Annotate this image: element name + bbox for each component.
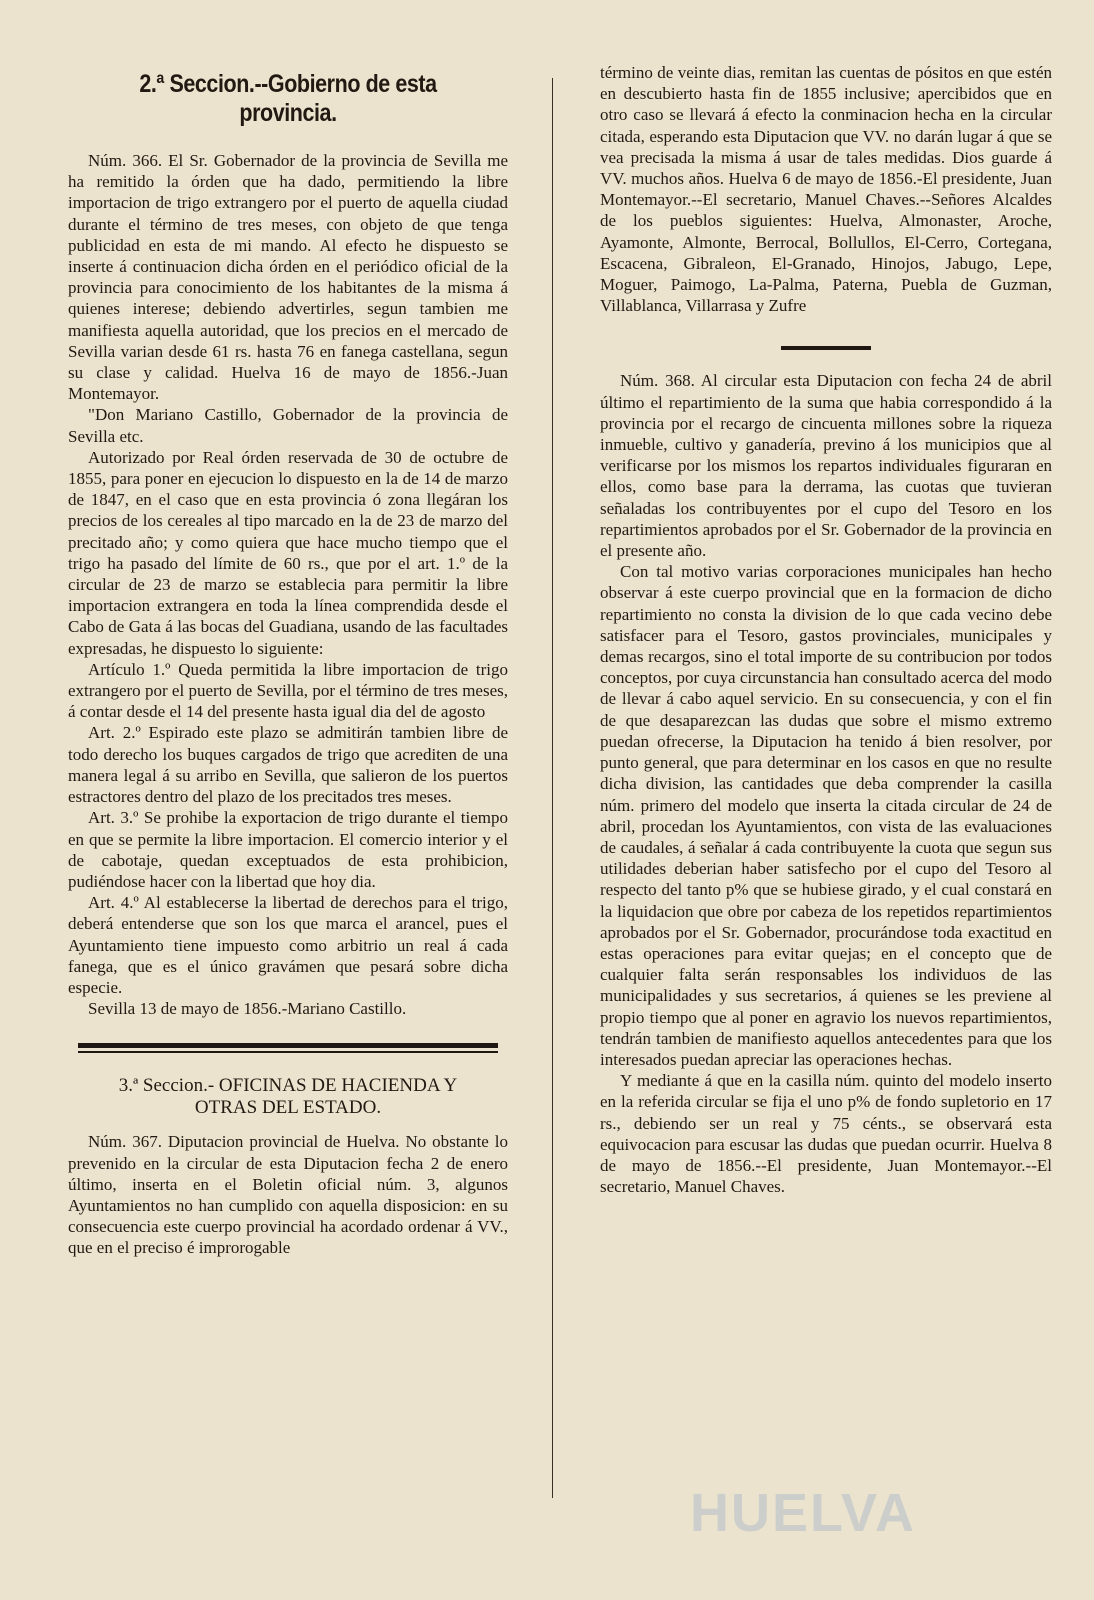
- n366-article-2: Art. 2.º Espirado este plazo se admitirán tambien libre de todo derecho los buques cargados de trigo que acrediten de una manera legal á su arribo en Sevilla, que salieron de los puertos estractores dentro del plazo de los precitados tres meses.: [68, 723, 508, 807]
- n366-article-1: Artículo 1.º Queda permitida la libre importacion de trigo extrangero por el puerto de Sevilla, por el término de tres meses, á contar desde el 14 del presente hasta igual dia del de agosto: [68, 659, 508, 722]
- n366-intro: Núm. 366. El Sr. Gobernador de la provincia de Sevilla me ha remitido la órden que ha dado, permitiendo la libre importacion de trigo extrangero por el puerto de aquella ciudad durante el término de tres meses, con objeto de que tenga publicidad en esta de mi mando. Al efecto he dispuesto se inserte á continuacion dicha órden en el periódico oficial de la provincia para conocimiento de los habitantes de la misma á quienes interese; debiendo advertirles, segun tambien me manifiesta aquella autoridad, que los precios en el mercado de Sevilla varian desde 61 rs. hasta 76 en fanega castellana, segun su clase y calidad. Huelva 16 de mayo de 1856.-Juan Montemayor.: [68, 151, 508, 404]
- n368-paragraph-1: Núm. 368. Al circular esta Diputacion con fecha 24 de abril último el repartimiento de la suma que habia correspondido á la provincia por el recargo de cincuenta millones sobre la riqueza inmueble, cultivo y ganadería, previno á los municipios que al verificarse por los mismos los repartos individuales figuraran en ellos, como base para la derrama, las cuotas que tuvieran señaladas los contribuyentes por el cupo del Tesoro en los repartimientos aprobados por el Sr. Gobernador de la provincia en el presente año.: [600, 371, 1052, 561]
- watermark-logo: HUELVA: [690, 1483, 916, 1543]
- article-divider: [781, 346, 871, 350]
- n366-article-4: Art. 4.º Al establecerse la libertad de derechos para el trigo, deberá entenderse que son los que marca el arancel, pues el Ayuntamiento tiene impuesto como arbitrio un real á cada fanega, que es el único gravámen que pesará sobre dicha especie.: [68, 893, 508, 997]
- n366-preamble: Autorizado por Real órden reservada de 30 de octubre de 1855, para poner en ejecucion lo dispuesto en la de 14 de marzo de 1847, en el caso que en esta provincia ó zona llegáran los precios de los cereales al tipo marcado en la de 23 de marzo del precitado año; y como quiera que hace mucho tiempo que el trigo ha pasado del límite de 60 rs., que por el art. 1.º de la circular de 23 de marzo se establecia para permitir la libre importacion extrangera en toda la línea comprendida desde el Cabo de Gata á las bocas del Guadiana, usando de las facultades expresadas, he dispuesto lo siguiente:: [68, 447, 508, 658]
- n366-article-3: Art. 3.º Se prohibe la exportacion de trigo durante el tiempo en que se permite la libre importacion. El comercio interior y el de cabotaje, quedan exceptuados de esta prohibicion, pudiéndose hacer con la libertad que hoy dia.: [68, 808, 508, 891]
- n367-end: término de veinte dias, remitan las cuentas de pósitos en que estén en descubierto hasta fin de 1855 inclusive; apercibidos que en otro caso se llevará á efecto la conminacion hecha en la circular citada, esperando esta Diputacion que VV. no darán lugar á que se vea precisada la misma á usar de tales medidas. Dios guarde á VV. muchos años. Huelva 6 de mayo de 1856.-El presidente, Juan Montemayor.--El secretario, Manuel Chaves.--Señores Alcaldes de los pueblos siguientes: Huelva, Almonaster, Aroche, Ayamonte, Almonte, Berrocal, Bollullos, El-Cerro, Cortegana, Escacena, Gibraleon, El-Granado, Hinojos, Jabugo, Lepe, Moguer, Paimogo, La-Palma, Paterna, Puebla de Guzman, Villablanca, Villarrasa y Zufre: [600, 63, 1052, 316]
- section-3-title: [68, 1075, 508, 1119]
- n368-paragraph-3: Y mediante á que en la casilla núm. quinto del modelo inserto en la referida circular se fija el uno p% de fondo supletorio en 17 rs., debiendo ser un real y 75 cénts., se observará esta equivocacion para escusar las dudas que puedan ocurrir. Huelva 8 de mayo de 1856.--El presidente, Juan Montemayor.--El secretario, Manuel Chaves.: [600, 1071, 1052, 1197]
- column-divider: [552, 78, 553, 1498]
- section-3-title-line1: 3.ª Seccion.- OFICINAS DE HACIENDA Y: [118, 1075, 458, 1097]
- right-column: [600, 62, 1052, 1197]
- n367-start: Núm. 367. Diputacion provincial de Huelva. No obstante lo prevenido en la circular de esta Diputacion fecha 2 de enero último, inserta en el Boletin oficial núm. 3, algunos Ayuntamientos no han cumplido con aquella disposicion: en su consecuencia este cuerpo provincial ha acordado ordenar á VV., que en el preciso é improrogable: [68, 1132, 508, 1258]
- section-divider: [78, 1043, 498, 1053]
- n366-order-header: "Don Mariano Castillo, Gobernador de la provincia de Sevilla etc.: [68, 405, 508, 446]
- section-3-title-line2: OTRAS DEL ESTADO.: [194, 1097, 382, 1119]
- left-column: [68, 70, 508, 1259]
- section-2-title: 2.ª Seccion.--Gobierno de esta provincia.: [139, 70, 437, 127]
- n368-paragraph-2: Con tal motivo varias corporaciones municipales han hecho observar á este cuerpo provincial que en la formacion de dicho repartimiento no consta la division de lo que cada vecino debe satisfacer para el Tesoro, gastos provinciales, municipales y demas recargos, sino el total importe de su contribucion por todos conceptos, por cuya circunstancia han consultado acerca del modo de llevar á cabo aquel servicio. En su consecuencia, y con el fin de que desaparezcan las dudas que sobre el mismo extremo puedan ofrecerse, la Diputacion ha tenido á bien resolver, por punto general, que para determinar en los casos en que no resulte dicha division, las cantidades que deba comprender la casilla núm. primero del modelo que inserta la citada circular de 24 de abril, procedan los Ayuntamientos, con vista de las evaluaciones de caudales, á señalar á cada contribuyente la cuota que segun sus utilidades deberian haber satisfecho por el cupo del Tesoro al respecto del tanto p% que se hubiese girado, y el cual constará en la liquidacion que obre por cabeza de los repetidos repartimientos aprobados por el Sr. Gobernador, procurándose toda exactitud en estas operaciones para evitar quejas; en el concepto que de cualquier falta serán responsables los individuos de las municipalidades y sus secretarios, á quienes se les previene al propio tiempo que al poner en agravio los nuevos repartimientos, tendrán tambien de manifiesto aquellos antecedentes para que los interesados puedan apreciar las operaciones hechas.: [600, 562, 1052, 1069]
- n366-signature: Sevilla 13 de mayo de 1856.-Mariano Castillo.: [88, 999, 407, 1019]
